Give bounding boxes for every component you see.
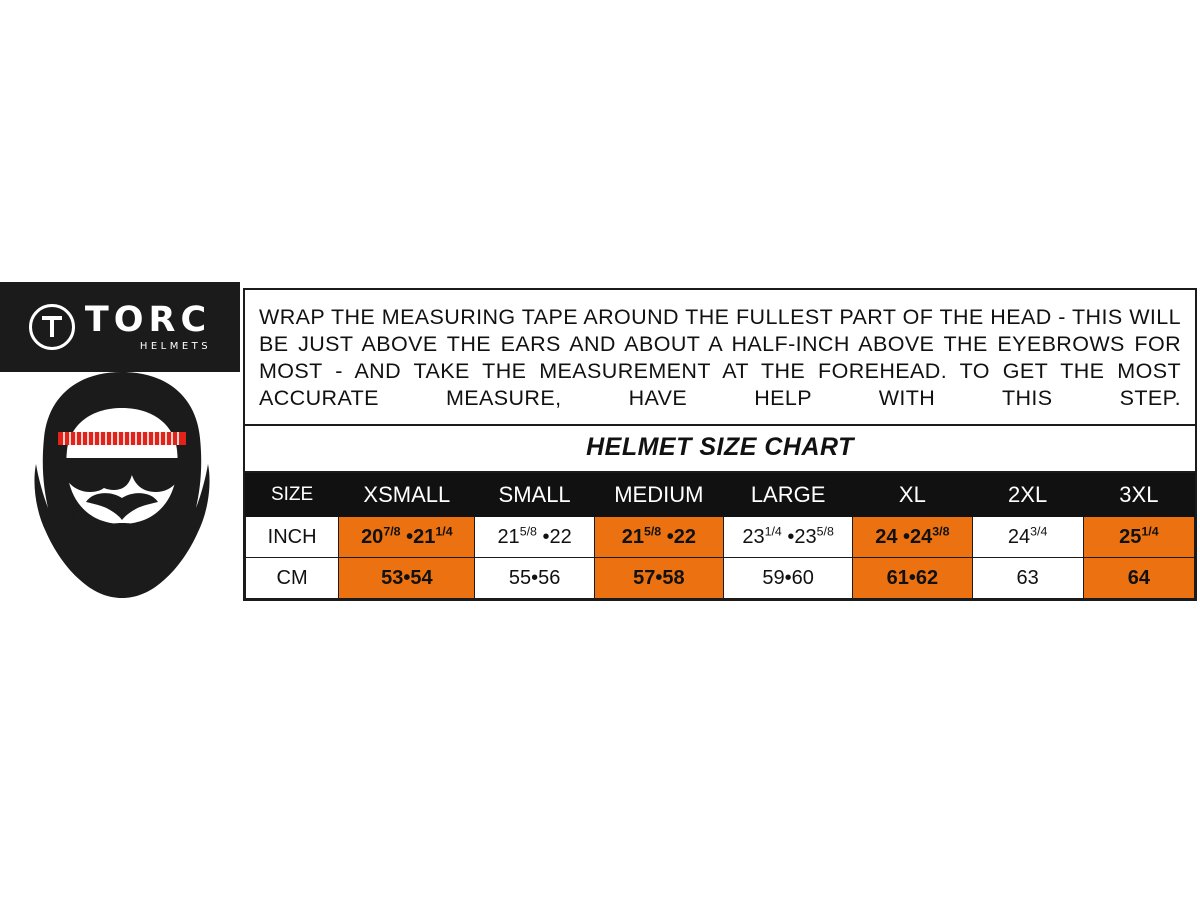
brand-wordmark — [84, 299, 212, 352]
cell-cm-2xl: 63 — [972, 558, 1083, 599]
header-2xl: 2XL — [972, 474, 1083, 517]
cell-inch-2xl: $24^{3/4}$ — [972, 517, 1083, 558]
header-large: LARGE — [723, 474, 852, 517]
header-xsmall: XSMALL — [339, 474, 475, 517]
row-label-inch: INCH — [246, 517, 339, 558]
header-small: SMALL — [475, 474, 594, 517]
cell-cm-3xl: 64 — [1083, 558, 1194, 599]
cell-inch-large: $23^{1/4}$ $•23^{5/8}$ — [723, 517, 852, 558]
chart-title: HELMET SIZE CHART — [586, 433, 854, 461]
cell-cm-xl: 61•62 — [853, 558, 972, 599]
table-row-cm — [246, 558, 1195, 599]
torc-circle-t-icon — [29, 304, 75, 350]
table-row-inch — [246, 517, 1195, 558]
measuring-instructions: WRAP THE MEASURING TAPE AROUND THE FULLEST PART OF THE HEAD - THIS WILL BE JUST ABOVE THE EARS AND ABOUT A HALF-INCH ABOVE THE EYEBROWS FOR MOST - AND TAKE THE MEASUREMENT AT THE FOREHEAD. TO GET THE MOST ACCURATE MEASURE, HAVE HELP WITH THIS STEP. — [259, 305, 1181, 410]
header-medium: MEDIUM — [594, 474, 723, 517]
row-label-cm: CM — [246, 558, 339, 599]
header-xl: XL — [853, 474, 972, 517]
cell-inch-medium: $21^{5/8}$ •22 — [594, 517, 723, 558]
cell-inch-xsmall: $20^{7/8}$ $•21^{1/4}$ — [339, 517, 475, 558]
header-3xl: 3XL — [1083, 474, 1194, 517]
table-header-row — [246, 474, 1195, 517]
helmet-size-table — [245, 473, 1195, 599]
cell-cm-xsmall: 53•54 — [339, 558, 475, 599]
header-size: SIZE — [246, 474, 339, 517]
bearded-head-illustration — [30, 372, 215, 607]
cell-cm-small: 55•56 — [475, 558, 594, 599]
size-chart-panel — [243, 288, 1197, 601]
brand-subtitle: HELMETS — [139, 340, 212, 352]
brand-block — [0, 282, 240, 372]
cell-inch-small: $21^{5/8}$ •22 — [475, 517, 594, 558]
cell-inch-xl: 24 $•24^{3/8}$ — [853, 517, 972, 558]
chart-title-row — [245, 424, 1195, 473]
cell-cm-medium: 57•58 — [594, 558, 723, 599]
cell-cm-large: 59•60 — [723, 558, 852, 599]
cell-inch-3xl: $25^{1/4}$ — [1083, 517, 1194, 558]
brand-name: TORC — [84, 299, 212, 340]
brand-inner — [0, 282, 240, 372]
